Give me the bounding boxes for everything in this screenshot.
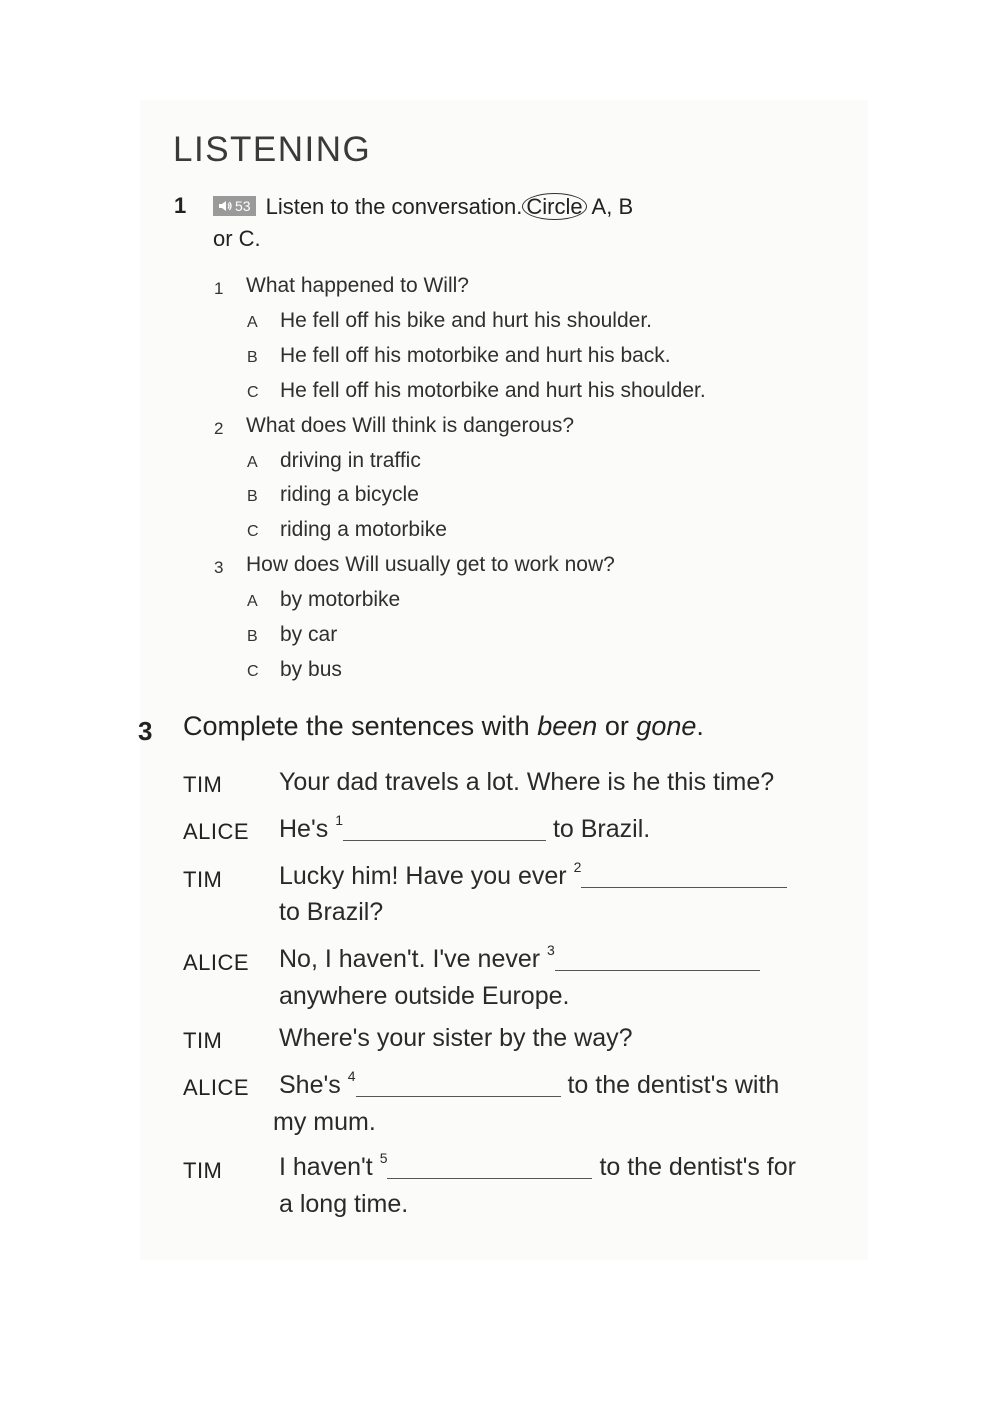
option-text: riding a bicycle	[280, 483, 419, 506]
option-text: He fell off his motorbike and hurt his back.	[280, 344, 671, 367]
circled-word: Circle	[522, 193, 586, 220]
dialogue-line: No, I haven't. I've never $^3$	[279, 945, 760, 974]
dialogue-line: She's $^4$ to the dentist's with	[279, 1068, 780, 1099]
exercise-3-number: 3	[138, 716, 153, 746]
instruction-options: A, B	[591, 194, 634, 219]
speaker-icon	[218, 200, 232, 212]
dialogue-line: Lucky him! Have you ever $^2$	[279, 862, 787, 891]
question-number: 1	[214, 279, 224, 298]
question-text: How does Will usually get to work now?	[246, 553, 615, 576]
dialogue-line-continued: a long time.	[279, 1190, 409, 1218]
option-letter[interactable]: A	[247, 314, 258, 331]
option-text: by car	[280, 623, 338, 646]
option-letter[interactable]: C	[247, 663, 259, 680]
section-title: LISTENING	[173, 130, 372, 169]
exercise-1-number: 1	[174, 193, 187, 218]
instruction-line-2: or C.	[213, 226, 261, 251]
speaker-label: TIM	[183, 867, 223, 892]
dialogue-line-continued: anywhere outside Europe.	[279, 982, 570, 1010]
dialogue-line: He's $^1$ to Brazil.	[279, 812, 651, 843]
question-number: 3	[214, 558, 224, 577]
option-letter[interactable]: C	[247, 384, 259, 401]
audio-track-number: 53	[235, 198, 251, 214]
speaker-label: TIM	[183, 772, 223, 797]
speaker-label: TIM	[183, 1028, 223, 1053]
option-letter[interactable]: A	[247, 454, 258, 471]
option-text: He fell off his bike and hurt his shoulder.	[280, 309, 653, 332]
answer-blank-2[interactable]	[581, 863, 787, 888]
exercise-3-instruction: Complete the sentences with been or gone.	[183, 711, 704, 741]
answer-blank-5[interactable]	[387, 1154, 592, 1179]
option-letter[interactable]: B	[247, 628, 258, 645]
dialogue-line-continued: to Brazil?	[279, 898, 384, 926]
option-letter[interactable]: C	[247, 523, 259, 540]
dialogue-line: Your dad travels a lot. Where is he this time?	[279, 768, 775, 796]
answer-blank-1[interactable]	[343, 816, 546, 841]
option-text: by motorbike	[280, 588, 401, 611]
dialogue-line: I haven't $^5$ to the dentist's for	[279, 1150, 796, 1181]
answer-blank-3[interactable]	[555, 946, 760, 971]
option-text: He fell off his motorbike and hurt his shoulder.	[280, 379, 706, 402]
question-number: 2	[214, 419, 224, 438]
exercise-1-instruction	[213, 191, 733, 255]
dialogue-line-continued: my mum.	[273, 1108, 376, 1136]
speaker-label: ALICE	[183, 950, 250, 975]
option-text: driving in traffic	[280, 449, 421, 472]
speaker-label: ALICE	[183, 819, 250, 844]
option-text: by bus	[280, 658, 342, 681]
answer-blank-4[interactable]	[356, 1072, 561, 1097]
question-text: What does Will think is dangerous?	[246, 414, 574, 437]
dialogue-line: Where's your sister by the way?	[279, 1024, 633, 1052]
instruction-text: Listen to the conversation.	[265, 194, 523, 219]
speaker-label: ALICE	[183, 1075, 250, 1100]
question-text: What happened to Will?	[246, 274, 469, 297]
option-letter[interactable]: B	[247, 349, 258, 366]
option-letter[interactable]: A	[247, 593, 258, 610]
option-letter[interactable]: B	[247, 488, 258, 505]
audio-track-badge[interactable]	[213, 196, 256, 216]
speaker-label: TIM	[183, 1158, 223, 1183]
option-text: riding a motorbike	[280, 518, 447, 541]
